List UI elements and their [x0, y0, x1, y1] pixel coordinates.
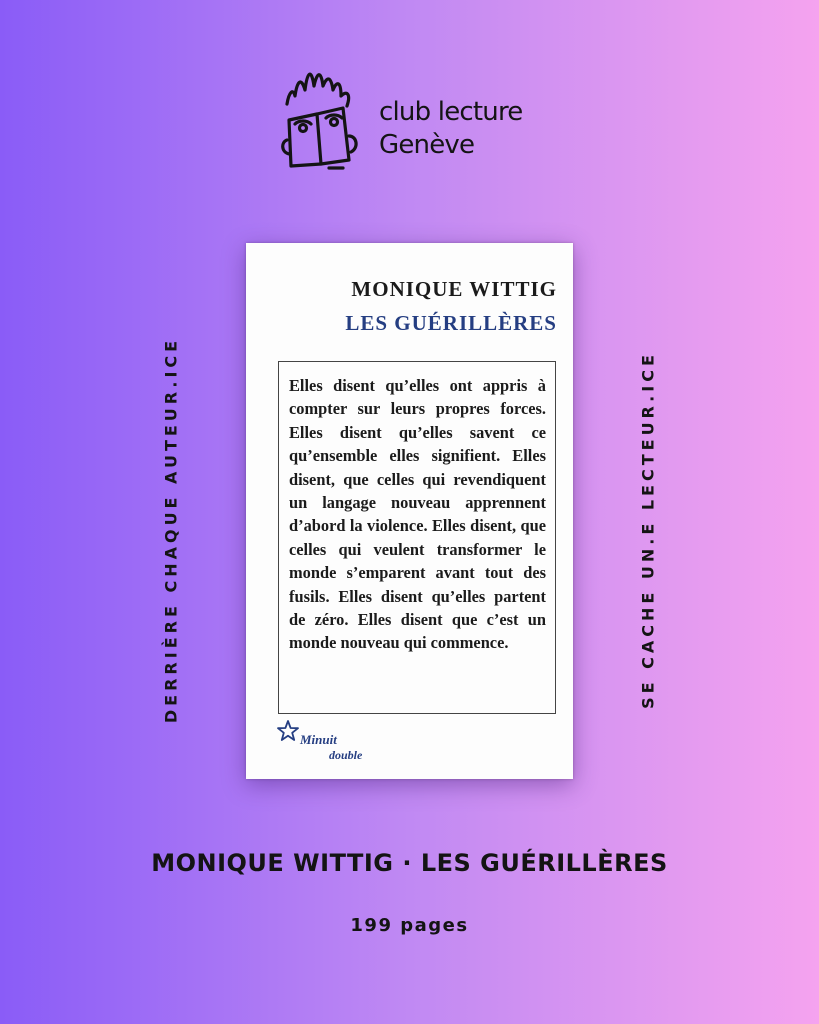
- caption-title: MONIQUE WITTIG · LES GUÉRILLÈRES: [151, 849, 668, 877]
- publisher-name: Minuit: [300, 732, 337, 747]
- page-count: 199 pages: [350, 915, 469, 936]
- reader-holding-book-icon: [281, 62, 363, 174]
- book-cover: [246, 243, 573, 779]
- club-logo: [281, 62, 541, 177]
- star-icon: [276, 719, 300, 743]
- publisher-collection: double: [329, 748, 363, 762]
- book-author: MONIQUE WITTIG: [351, 277, 557, 301]
- side-text-left: DERRIÈRE CHAQUE AUTEUR.ICE: [161, 336, 181, 724]
- logo-line-1: club lecture: [379, 97, 523, 127]
- publisher-logo: [276, 719, 386, 769]
- logo-line-2: Genève: [379, 130, 475, 160]
- logo-text: [379, 96, 522, 162]
- book-title: LES GUÉRILLÈRES: [345, 311, 557, 335]
- book-quote: Elles disent qu’elles ont appris à compter sur leurs propres forces. Elles disent qu’elles savent ce qu’ensemble elles signifient. Elles disent, que celles qui revendiquent un langage nouveau apprennent d’abord la violence. Elles disent, que celles qui veulent transformer le monde s’emparent avant tout des fusils. Elles disent qu’elles partent de zéro. Elles disent que c’est un monde nouveau qui commence.: [278, 361, 556, 714]
- side-text-right: SE CACHE UN.E LECTEUR.ICE: [638, 351, 658, 709]
